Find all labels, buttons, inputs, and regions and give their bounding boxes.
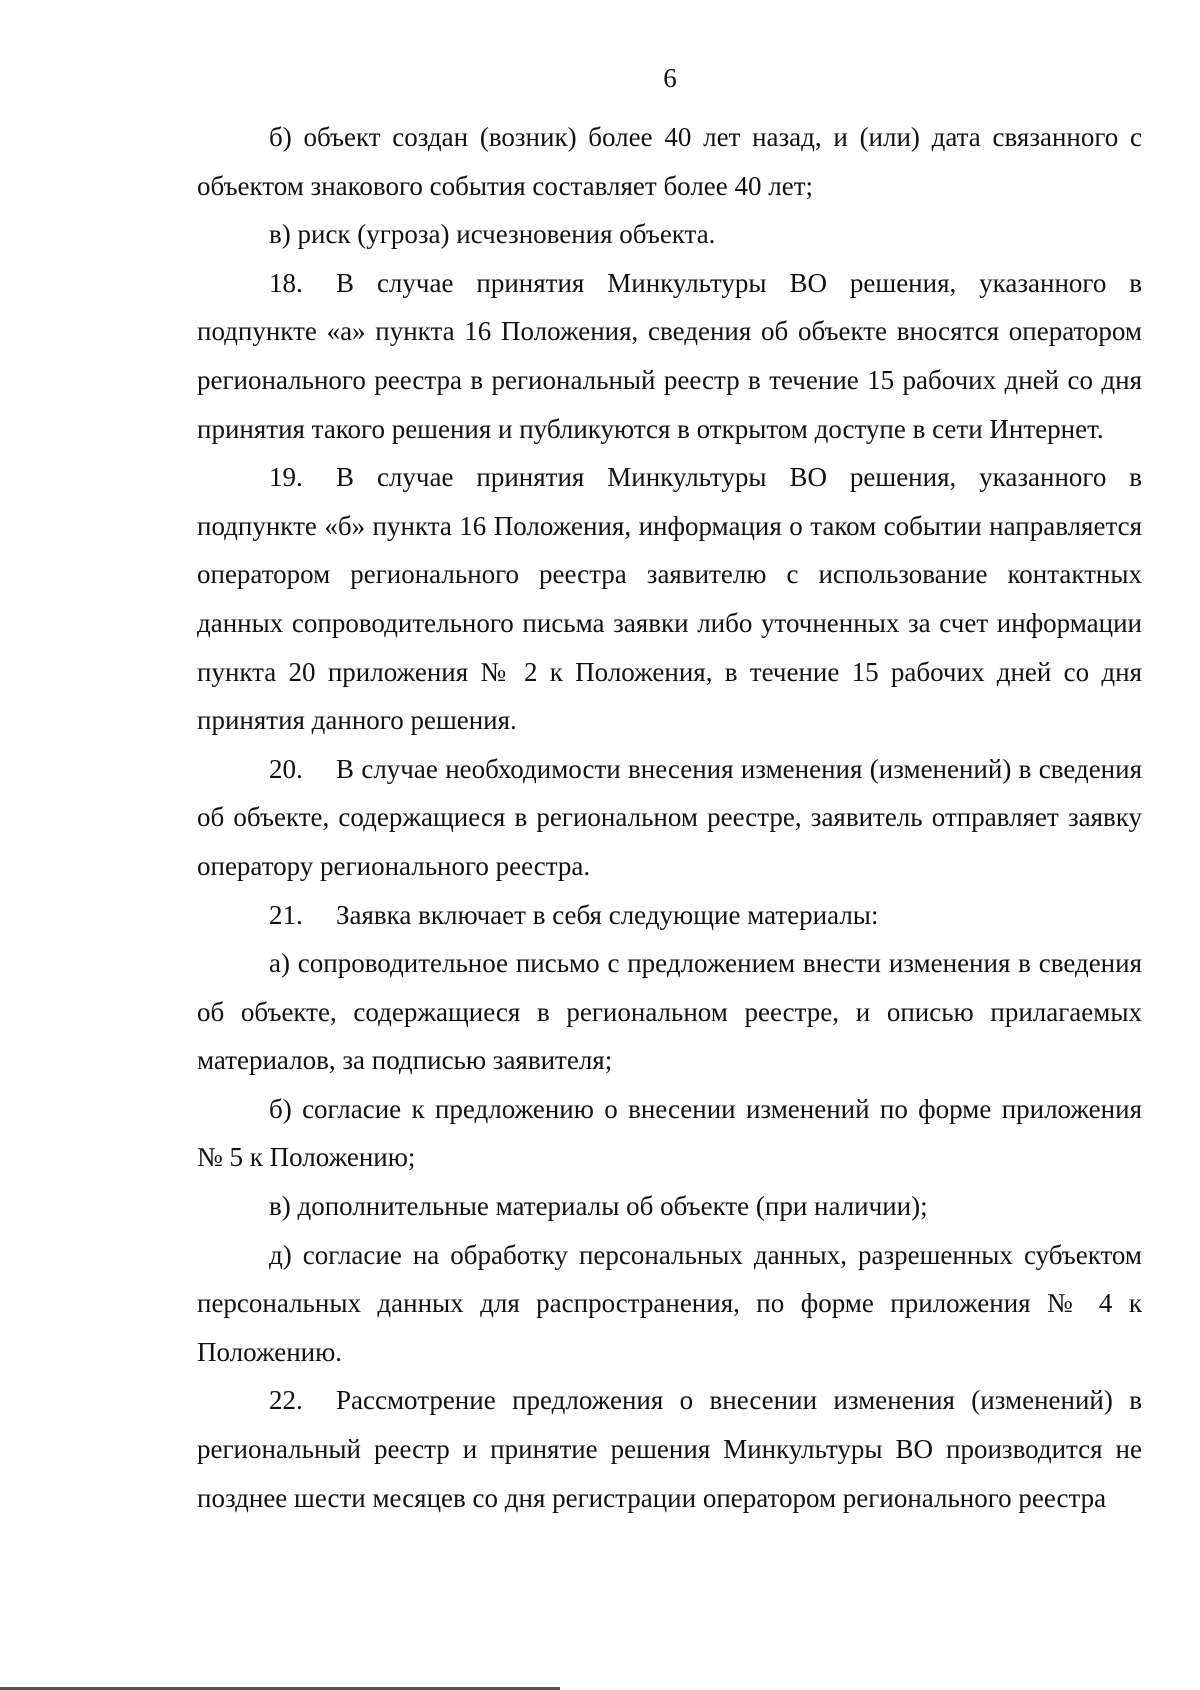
paragraph-text: а) сопроводительное письмо с предложением внести изменения в сведения об объекте, содержащиеся в региональном реестре, и описью прилагаемых материалов, за подписью заявителя; (197, 948, 1142, 1076)
paragraph-22 (197, 1376, 1142, 1522)
paragraph-number: 19. (269, 462, 303, 493)
paragraph-text: В случае принятия Минкультуры ВО решения, указанного в подпункте «б» пункта 16 Положения, информация о таком событии направляется оператором регионального реестра заявителю с использование контактных данных сопроводительного письма заявки либо уточненных за счет информации пункта 20 приложения № 2 к Положения, в течение 15 рабочих дней со дня принятия данного решения. (197, 462, 1142, 736)
paragraph-text: б) согласие к предложению о внесении изменений по форме приложения № 5 к Положению; (197, 1093, 1142, 1173)
paragraph-18 (197, 259, 1142, 453)
paragraph-21 (197, 891, 1142, 940)
paragraph-text: Рассмотрение предложения о внесении изменения (изменений) в региональный реестр и принятие решения Минкультуры ВО производится не позднее шести месяцев со дня регистрации оператором регионального реестра (197, 1385, 1142, 1513)
paragraph-number: 20. (269, 753, 303, 784)
paragraph-a-cover-letter (197, 939, 1142, 1085)
paragraph-text: в) риск (угроза) исчезновения объекта. (269, 219, 716, 250)
paragraph-b-object-age (197, 113, 1142, 210)
paragraph-text: б) объект создан (возник) более 40 лет назад, и (или) дата связанного с объектом знакового события составляет более 40 лет; (197, 122, 1142, 201)
paragraph-v-materials (197, 1182, 1142, 1231)
paragraph-text: Заявка включает в себя следующие материалы: (336, 899, 879, 930)
paragraph-b-consent (197, 1085, 1142, 1182)
paragraph-20 (197, 745, 1142, 891)
paragraph-v-risk (197, 210, 1142, 259)
paragraph-19 (197, 453, 1142, 745)
paragraph-text: в) дополнительные материалы об объекте (при наличии); (269, 1191, 928, 1222)
paragraph-text: д) согласие на обработку персональных данных, разрешенных субъектом персональных данных для распространения, по форме приложения № 4 к Положению. (197, 1239, 1142, 1367)
paragraph-number: 21. (269, 899, 303, 930)
paragraph-text: В случае необходимости внесения изменения (изменений) в сведения об объекте, содержащиеся в региональном реестре, заявитель отправляет заявку оператору регионального реестра. (197, 753, 1142, 881)
paragraph-text: В случае принятия Минкультуры ВО решения, указанного в подпункте «а» пункта 16 Положения, сведения об объекте вносятся оператором регионального реестра в региональный реестр в течение 15 рабочих дней со дня принятия такого решения и публикуются в открытом доступе в сети Интернет. (197, 267, 1142, 444)
paragraph-number: 22. (269, 1385, 303, 1416)
paragraph-d-personal-data (197, 1231, 1142, 1377)
page-number: 6 (663, 63, 677, 93)
paragraph-number: 18. (269, 267, 303, 298)
document-body (197, 113, 1142, 1522)
